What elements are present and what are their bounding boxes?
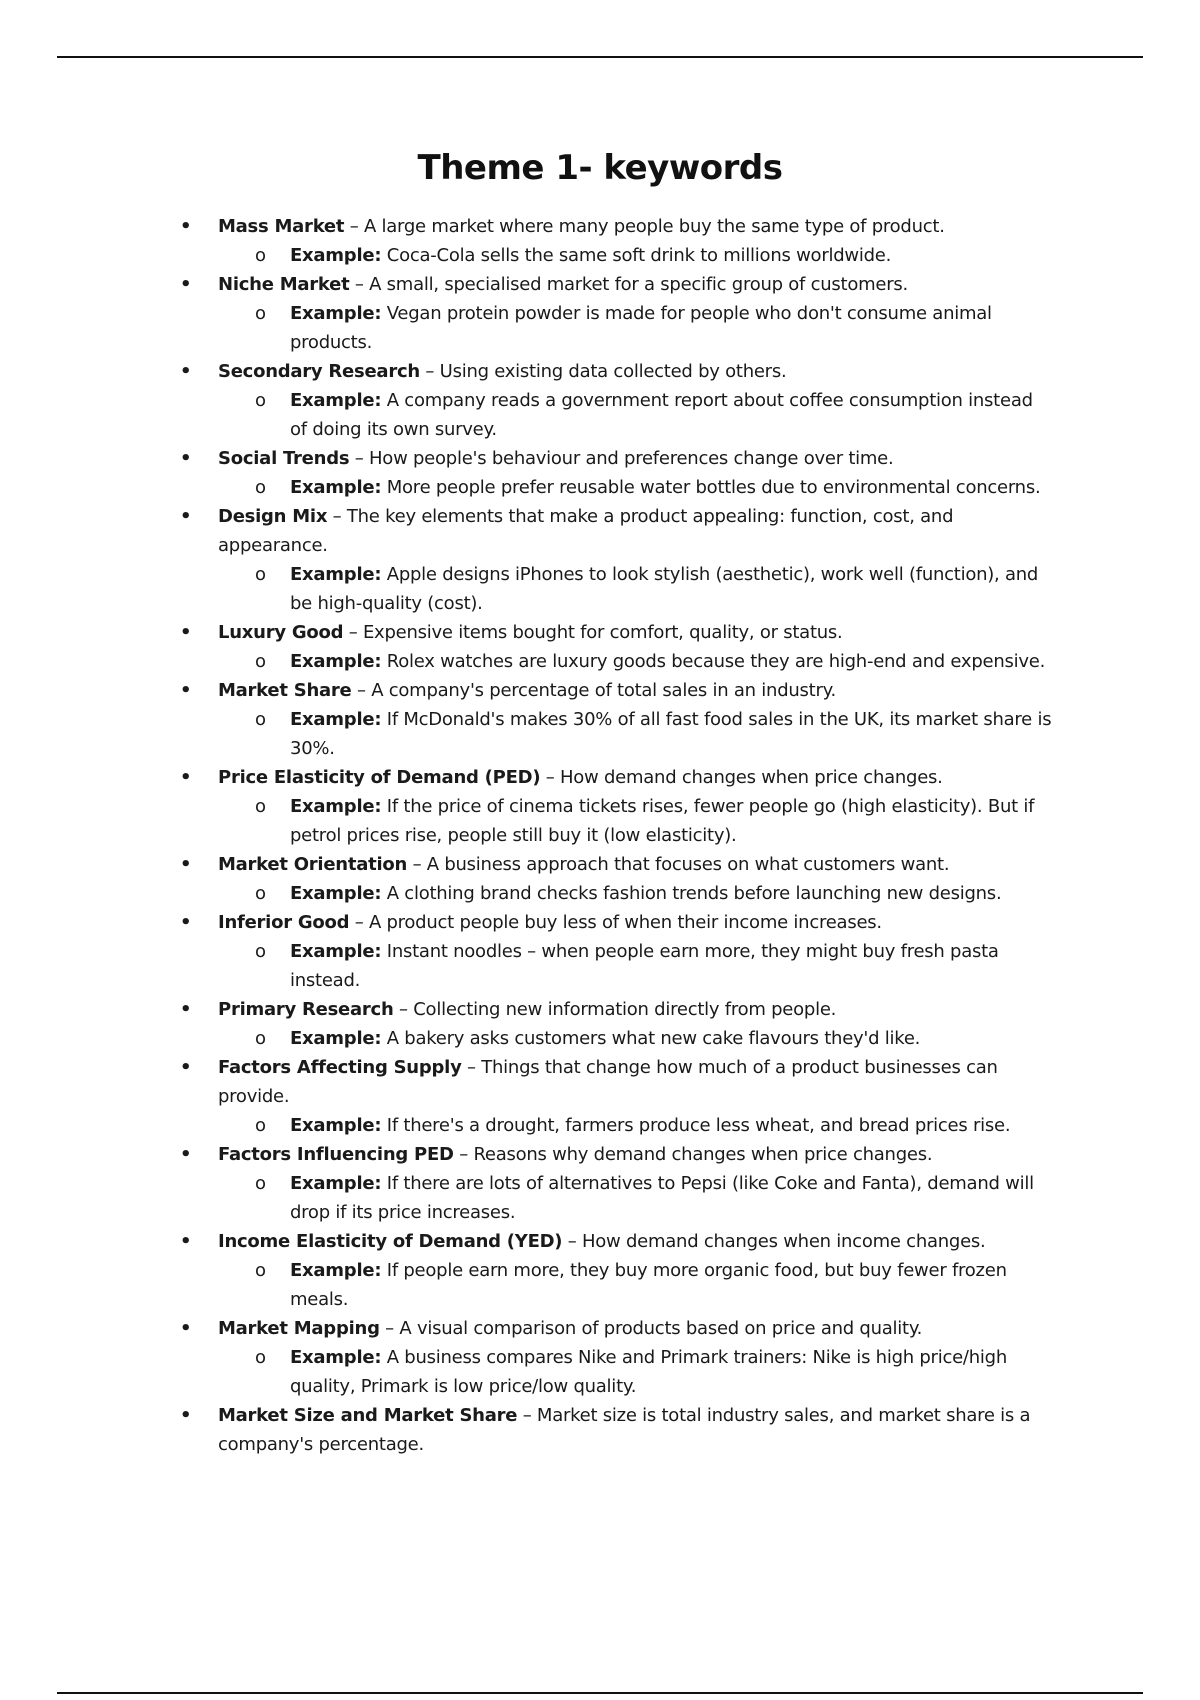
example-text: Apple designs iPhones to look stylish (aesthetic), work well (function), and be high-quality (cost).: [290, 564, 1039, 614]
bullet-icon: •: [180, 622, 192, 643]
keyword-definition-text: The key elements that make a product appealing: function, cost, and appearance.: [218, 506, 954, 556]
sub-bullet-icon: o: [255, 1115, 266, 1136]
keyword-term: Price Elasticity of Demand (PED): [218, 767, 541, 788]
example-text: A company reads a government report about coffee consumption instead of doing its own survey.: [290, 390, 1033, 440]
keyword-definition: [0, 1140, 1048, 1169]
bullet-icon: •: [180, 1057, 192, 1078]
sub-bullet-icon: o: [255, 390, 266, 411]
keyword-definition: [0, 618, 1048, 647]
example-text: A clothing brand checks fashion trends before launching new designs.: [386, 883, 1002, 904]
keyword-separator: –: [562, 1231, 582, 1252]
sub-bullet-icon: o: [255, 477, 266, 498]
sub-bullet-icon: o: [255, 1173, 266, 1194]
keyword-separator: –: [344, 216, 364, 237]
keyword-separator: –: [407, 854, 427, 875]
keyword-separator: –: [540, 767, 560, 788]
example-label: Example:: [290, 1173, 382, 1194]
keyword-definition: [0, 763, 1048, 792]
example-label: Example:: [290, 941, 382, 962]
bullet-icon: •: [180, 1405, 192, 1426]
keyword-example: [0, 1111, 1052, 1140]
example-text: More people prefer reusable water bottles due to environmental concerns.: [386, 477, 1041, 498]
example-label: Example:: [290, 796, 382, 817]
keyword-separator: –: [349, 912, 369, 933]
keyword-term: Design Mix: [218, 506, 328, 527]
keyword-item: [0, 908, 1200, 995]
keyword-example: [0, 473, 1052, 502]
sub-bullet-icon: o: [255, 796, 266, 817]
keyword-term: Social Trends: [218, 448, 350, 469]
keyword-example: [0, 1256, 1052, 1314]
keyword-definition: [0, 1401, 1048, 1459]
keyword-definition-text: A small, specialised market for a specific group of customers.: [369, 274, 908, 295]
page-title: Theme 1- keywords: [417, 148, 783, 188]
keyword-definition-text: A business approach that focuses on what customers want.: [426, 854, 950, 875]
keyword-term: Niche Market: [218, 274, 350, 295]
sub-bullet-icon: o: [255, 1260, 266, 1281]
sub-bullet-icon: o: [255, 303, 266, 324]
keyword-definition-text: A company's percentage of total sales in an industry.: [371, 680, 836, 701]
keyword-definition: [0, 502, 1048, 560]
keyword-item: [0, 1314, 1200, 1401]
keyword-definition-text: A large market where many people buy the same type of product.: [363, 216, 945, 237]
example-text: Instant noodles – when people earn more, they might buy fresh pasta instead.: [290, 941, 999, 991]
example-text: Vegan protein powder is made for people who don't consume animal products.: [290, 303, 992, 353]
sub-bullet-icon: o: [255, 564, 266, 585]
example-label: Example:: [290, 883, 382, 904]
keyword-item: [0, 502, 1200, 618]
example-label: Example:: [290, 651, 382, 672]
keyword-term: Inferior Good: [218, 912, 350, 933]
bullet-icon: •: [180, 680, 192, 701]
keyword-separator: –: [349, 274, 370, 295]
bullet-icon: •: [180, 361, 192, 382]
keyword-definition: [0, 1227, 1048, 1256]
keyword-term: Market Size and Market Share: [218, 1405, 518, 1426]
keyword-definition-text: Things that change how much of a product businesses can provide.: [218, 1057, 998, 1107]
keyword-example: [0, 560, 1052, 618]
keyword-definition: [0, 676, 1048, 705]
keyword-term: Luxury Good: [218, 622, 344, 643]
keyword-example: [0, 1169, 1052, 1227]
bullet-icon: •: [180, 1144, 192, 1165]
bullet-icon: •: [180, 274, 192, 295]
keyword-definition: [0, 850, 1048, 879]
keyword-definition-text: How demand changes when price changes.: [560, 767, 943, 788]
keyword-term: Market Mapping: [218, 1318, 380, 1339]
bullet-icon: •: [180, 767, 192, 788]
sub-bullet-icon: o: [255, 883, 266, 904]
bullet-icon: •: [180, 506, 192, 527]
keyword-example: [0, 299, 1052, 357]
keyword-item: [0, 212, 1200, 270]
example-text: A business compares Nike and Primark trainers: Nike is high price/high quality, Primark is low price/low quality.: [290, 1347, 1007, 1397]
keyword-definition-text: A visual comparison of products based on price and quality.: [399, 1318, 923, 1339]
keyword-definition: [0, 1053, 1048, 1111]
bullet-icon: •: [180, 1231, 192, 1252]
sub-bullet-icon: o: [255, 1347, 266, 1368]
keyword-definition: [0, 357, 1048, 386]
keyword-definition: [0, 1314, 1048, 1343]
example-text: If people earn more, they buy more organic food, but buy fewer frozen meals.: [290, 1260, 1007, 1310]
keyword-separator: –: [517, 1405, 537, 1426]
keyword-item: [0, 357, 1200, 444]
keyword-separator: –: [453, 1144, 474, 1165]
example-label: Example:: [290, 303, 382, 324]
keyword-term: Market Orientation: [218, 854, 408, 875]
bullet-icon: •: [180, 854, 192, 875]
keyword-term: Secondary Research: [218, 361, 420, 382]
example-label: Example:: [290, 1028, 382, 1049]
keyword-separator: –: [461, 1057, 482, 1078]
keyword-item: [0, 763, 1200, 850]
keyword-item: [0, 444, 1200, 502]
keyword-definition: [0, 908, 1048, 937]
keyword-term: Income Elasticity of Demand (YED): [218, 1231, 563, 1252]
keyword-item: [0, 1401, 1200, 1459]
example-text: If there are lots of alternatives to Pepsi (like Coke and Fanta), demand will drop if its price increases.: [290, 1173, 1034, 1223]
keyword-example: [0, 386, 1052, 444]
example-text: A bakery asks customers what new cake flavours they'd like.: [386, 1028, 921, 1049]
example-label: Example:: [290, 709, 382, 730]
bullet-icon: •: [180, 1318, 192, 1339]
keyword-example: [0, 937, 1052, 995]
example-label: Example:: [290, 390, 382, 411]
keyword-definition: [0, 270, 1048, 299]
example-label: Example:: [290, 1115, 382, 1136]
example-text: If the price of cinema tickets rises, fewer people go (high elasticity). But if petrol prices rise, people still buy it (low elasticity).: [290, 796, 1035, 846]
bullet-icon: •: [180, 216, 192, 237]
keyword-item: [0, 1227, 1200, 1314]
keyword-separator: –: [343, 622, 363, 643]
keyword-example: [0, 1343, 1052, 1401]
keyword-separator: –: [351, 680, 372, 701]
keyword-term: Market Share: [218, 680, 352, 701]
keyword-separator: –: [379, 1318, 400, 1339]
keyword-separator: –: [419, 361, 440, 382]
keyword-definition: [0, 212, 1048, 241]
keyword-item: [0, 618, 1200, 676]
keyword-separator: –: [393, 999, 414, 1020]
sub-bullet-icon: o: [255, 941, 266, 962]
keyword-example: [0, 1024, 1052, 1053]
bullet-icon: •: [180, 448, 192, 469]
keyword-item: [0, 676, 1200, 763]
top-rule: [57, 56, 1143, 58]
example-text: Coca-Cola sells the same soft drink to millions worldwide.: [386, 245, 892, 266]
keyword-definition-text: How demand changes when income changes.: [581, 1231, 986, 1252]
example-label: Example:: [290, 1260, 382, 1281]
keywords-list: [0, 212, 1200, 1459]
keyword-item: [0, 995, 1200, 1053]
example-text: Rolex watches are luxury goods because they are high-end and expensive.: [386, 651, 1046, 672]
example-text: If there's a drought, farmers produce less wheat, and bread prices rise.: [386, 1115, 1011, 1136]
keyword-item: [0, 270, 1200, 357]
keyword-term: Mass Market: [218, 216, 345, 237]
keyword-definition-text: Market size is total industry sales, and market share is a company's percentage.: [218, 1405, 1031, 1455]
keyword-term: Factors Influencing PED: [218, 1144, 454, 1165]
example-label: Example:: [290, 245, 382, 266]
bullet-icon: •: [180, 912, 192, 933]
keyword-term: Primary Research: [218, 999, 394, 1020]
keyword-definition: [0, 444, 1048, 473]
keyword-definition: [0, 995, 1048, 1024]
keyword-definition-text: Using existing data collected by others.: [439, 361, 787, 382]
keyword-item: [0, 1140, 1200, 1227]
keyword-example: [0, 792, 1052, 850]
keyword-definition-text: How people's behaviour and preferences change over time.: [369, 448, 894, 469]
keyword-separator: –: [327, 506, 347, 527]
keyword-separator: –: [349, 448, 370, 469]
sub-bullet-icon: o: [255, 709, 266, 730]
keyword-item: [0, 1053, 1200, 1140]
keyword-example: [0, 879, 1052, 908]
sub-bullet-icon: o: [255, 651, 266, 672]
keyword-definition-text: Reasons why demand changes when price changes.: [473, 1144, 933, 1165]
keyword-example: [0, 647, 1052, 676]
keyword-item: [0, 850, 1200, 908]
bottom-rule: [57, 1692, 1143, 1694]
example-label: Example:: [290, 477, 382, 498]
example-label: Example:: [290, 564, 382, 585]
keyword-definition-text: A product people buy less of when their income increases.: [368, 912, 882, 933]
example-label: Example:: [290, 1347, 382, 1368]
keyword-definition-text: Expensive items bought for comfort, quality, or status.: [362, 622, 843, 643]
keyword-definition-text: Collecting new information directly from people.: [413, 999, 837, 1020]
sub-bullet-icon: o: [255, 1028, 266, 1049]
bullet-icon: •: [180, 999, 192, 1020]
keyword-example: [0, 241, 1052, 270]
example-text: If McDonald's makes 30% of all fast food sales in the UK, its market share is 30%.: [290, 709, 1052, 759]
keyword-example: [0, 705, 1052, 763]
keyword-term: Factors Affecting Supply: [218, 1057, 462, 1078]
sub-bullet-icon: o: [255, 245, 266, 266]
